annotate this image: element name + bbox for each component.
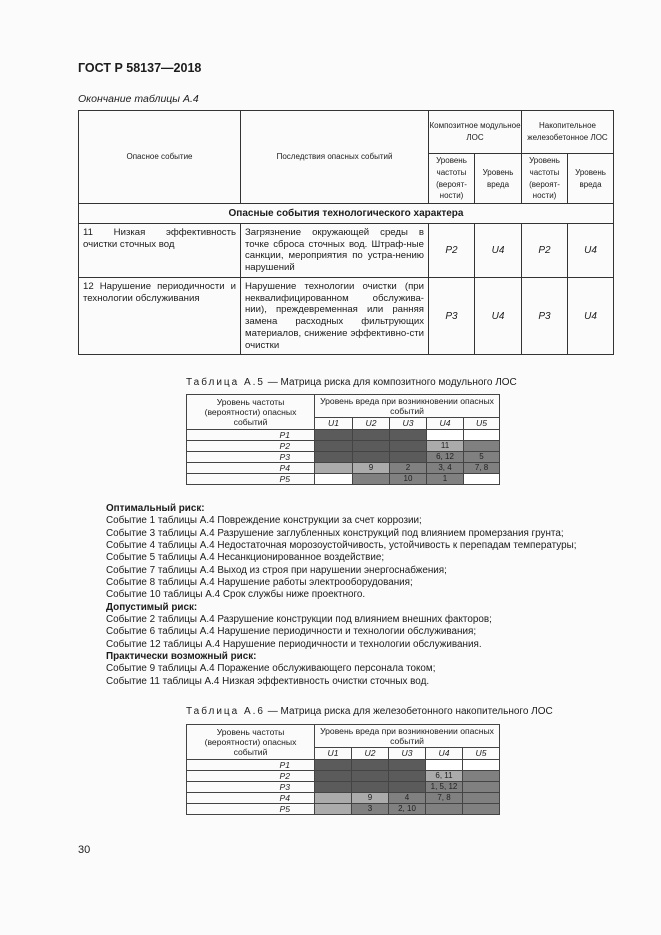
- risk-cell: [315, 782, 352, 793]
- page-number: 30: [78, 844, 91, 856]
- risk-cell: [315, 430, 353, 441]
- note-line: Событие 11 таблицы А.4 Низкая эффективность очистки сточных вод.: [106, 675, 430, 687]
- practical-risk-heading: Практически возможный риск:: [106, 651, 257, 663]
- header-harm: Уровень вреда: [475, 154, 522, 204]
- risk-cell: [463, 771, 500, 782]
- risk-cell: 6, 12: [427, 452, 464, 463]
- risk-cell: [426, 760, 463, 771]
- risk-cell: 9: [352, 793, 389, 804]
- risk-cell: [426, 804, 463, 815]
- value-cell: U4: [568, 224, 614, 278]
- risk-cell: 1: [427, 474, 464, 485]
- risk-cell: [315, 474, 353, 485]
- header-concrete: Накопительное железобетонное ЛОС: [522, 111, 614, 154]
- risk-cell: [315, 793, 352, 804]
- note-line: Событие 1 таблицы А.4 Повреждение конструкции за счет коррозии;: [106, 515, 422, 527]
- risk-cell: [463, 760, 500, 771]
- risk-cell: [315, 441, 353, 452]
- header-consequences: Последствия опасных событий: [241, 111, 429, 204]
- risk-cell: [390, 430, 427, 441]
- risk-cell: [427, 430, 464, 441]
- harm-level-label: U1: [315, 748, 352, 760]
- risk-cell: [352, 771, 389, 782]
- risk-cell: [464, 441, 500, 452]
- risk-cell: [315, 760, 352, 771]
- risk-cell: 10: [390, 474, 427, 485]
- risk-cell: [389, 782, 426, 793]
- risk-cell: 2: [390, 463, 427, 474]
- optimal-risk-heading: Оптимальный риск:: [106, 503, 205, 514]
- risk-cell: [389, 760, 426, 771]
- note-line: Событие 4 таблицы А.4 Недостаточная морозоустойчивость, устойчивость к перепадам температуры;: [106, 540, 577, 552]
- document-header: ГОСТ Р 58137—2018: [78, 61, 202, 75]
- matrix-harm-header: Уровень вреда при возникновении опасных событий: [315, 725, 500, 748]
- freq-level-label: P5: [187, 804, 315, 815]
- freq-level-label: P2: [187, 441, 315, 452]
- header-harm: Уровень вреда: [568, 154, 614, 204]
- risk-cell: 3, 4: [427, 463, 464, 474]
- harm-level-label: U2: [353, 418, 390, 430]
- note-line: Событие 6 таблицы А.4 Нарушение периодичности и технологии обслуживания;: [106, 626, 477, 638]
- risk-cell: 9: [353, 463, 390, 474]
- freq-level-label: P2: [187, 771, 315, 782]
- table-a4-caption: Окончание таблицы А.4: [78, 93, 199, 105]
- event-cell: 11 Низкая эффективность очистки сточных вод: [79, 224, 241, 278]
- event-cell: 12 Нарушение периодичности и технологии обслуживания: [79, 278, 241, 355]
- note-line: Событие 8 таблицы А.4 Нарушение работы электрооборудования;: [106, 577, 413, 589]
- risk-cell: 5: [464, 452, 500, 463]
- value-cell: P2: [429, 224, 475, 278]
- risk-cell: 4: [389, 793, 426, 804]
- risk-matrix-a5: [186, 394, 500, 485]
- risk-cell: [389, 771, 426, 782]
- freq-level-label: P1: [187, 760, 315, 771]
- risk-cell: 7, 8: [426, 793, 463, 804]
- table-a4: [78, 110, 614, 355]
- risk-cell: [352, 782, 389, 793]
- risk-cell: [463, 804, 500, 815]
- risk-cell: [353, 430, 390, 441]
- header-freq: Уровень частоты (вероят-ности): [429, 154, 475, 204]
- matrix-corner-label: Уровень частоты (вероятности) опасных событий: [187, 725, 315, 760]
- harm-level-label: U3: [389, 748, 426, 760]
- harm-level-label: U2: [352, 748, 389, 760]
- value-cell: P3: [429, 278, 475, 355]
- freq-level-label: P3: [187, 452, 315, 463]
- harm-level-label: U4: [427, 418, 464, 430]
- risk-cell: [464, 474, 500, 485]
- section-heading: Опасные события технологического характера: [79, 204, 614, 224]
- harm-level-label: U5: [463, 748, 500, 760]
- consequence-cell: Нарушение технологии очистки (при неквалифицированном обслужива-нии), преждевременная или ранняя замена расходных фильтрующих материалов, снижение эффективно-сти очистки: [241, 278, 429, 355]
- risk-cell: 7, 8: [464, 463, 500, 474]
- matrix-a6-caption: Таблица А.6 — Матрица риска для железобетонного накопительного ЛОС: [186, 706, 553, 717]
- risk-cell: [315, 771, 352, 782]
- value-cell: P3: [522, 278, 568, 355]
- harm-level-label: U4: [426, 748, 463, 760]
- risk-cell: [463, 782, 500, 793]
- risk-cell: 6, 11: [426, 771, 463, 782]
- matrix-harm-header: Уровень вреда при возникновении опасных событий: [315, 395, 500, 418]
- note-line: Событие 3 таблицы А.4 Разрушение заглубленных конструкций под влиянием промерзания грунта;: [106, 527, 564, 539]
- freq-level-label: P5: [187, 474, 315, 485]
- note-line: Событие 12 таблицы А.4 Нарушение периодичности и технологии обслуживания.: [106, 638, 482, 650]
- note-line: Событие 10 таблицы А.4 Срок службы ниже проектного.: [106, 589, 366, 601]
- risk-cell: [353, 441, 390, 452]
- note-line: Событие 2 таблицы А.4 Разрушение конструкции под влиянием внешних факторов;: [106, 614, 492, 626]
- freq-level-label: P4: [187, 793, 315, 804]
- risk-cell: [315, 452, 353, 463]
- risk-matrix-a6: [186, 724, 500, 815]
- risk-cell: [353, 452, 390, 463]
- acceptable-risk-heading: Допустимый риск:: [106, 601, 198, 613]
- risk-cell: 11: [427, 441, 464, 452]
- risk-cell: [353, 474, 390, 485]
- risk-cell: [352, 760, 389, 771]
- value-cell: P2: [522, 224, 568, 278]
- harm-level-label: U1: [315, 418, 353, 430]
- note-line: Событие 7 таблицы А.4 Выход из строя при нарушении энергоснабжения;: [106, 564, 447, 576]
- harm-level-label: U3: [390, 418, 427, 430]
- value-cell: U4: [475, 278, 522, 355]
- risk-cell: [315, 463, 353, 474]
- risk-notes: [106, 503, 576, 688]
- value-cell: U4: [475, 224, 522, 278]
- freq-level-label: P4: [187, 463, 315, 474]
- freq-level-label: P3: [187, 782, 315, 793]
- consequence-cell: Загрязнение окружающей среды в точке сброса сточных вод. Штраф-ные санкции, мероприятия по устра-нению нарушений: [241, 224, 429, 278]
- risk-cell: 2, 10: [389, 804, 426, 815]
- matrix-corner-label: Уровень частоты (вероятности) опасных событий: [187, 395, 315, 430]
- risk-cell: [463, 793, 500, 804]
- risk-cell: 1, 5, 12: [426, 782, 463, 793]
- matrix-a5-caption: Таблица А.5 — Матрица риска для композитного модульного ЛОС: [186, 377, 517, 388]
- risk-cell: [315, 804, 352, 815]
- value-cell: U4: [568, 278, 614, 355]
- header-composite: Композитное модульное ЛОС: [429, 111, 522, 154]
- header-freq: Уровень частоты (вероят-ности): [522, 154, 568, 204]
- risk-cell: [390, 441, 427, 452]
- risk-cell: [390, 452, 427, 463]
- risk-cell: 3: [352, 804, 389, 815]
- harm-level-label: U5: [464, 418, 500, 430]
- risk-cell: [464, 430, 500, 441]
- header-event: Опасное событие: [79, 111, 241, 204]
- note-line: Событие 5 таблицы А.4 Несанкционированное воздействие;: [106, 552, 385, 564]
- freq-level-label: P1: [187, 430, 315, 441]
- note-line: Событие 9 таблицы А.4 Поражение обслуживающего персонала током;: [106, 663, 436, 675]
